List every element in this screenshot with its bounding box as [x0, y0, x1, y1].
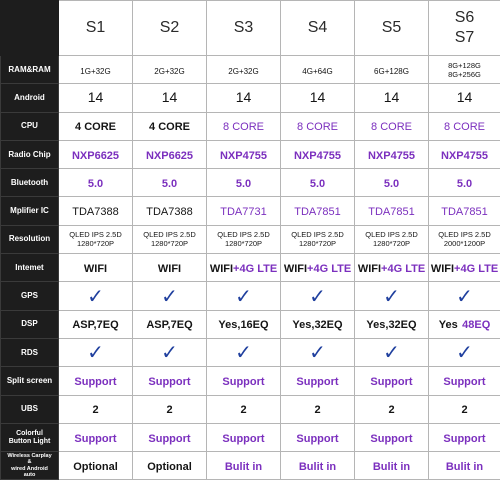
table-cell: 14 — [207, 84, 281, 112]
model-name-s7: S7 — [429, 28, 500, 48]
table-cell: Support — [207, 423, 281, 451]
header-corner — [1, 1, 59, 56]
table-cell: WIFI — [133, 254, 207, 282]
model-header-s4: S4 — [281, 1, 355, 56]
table-cell: 8 CORE — [207, 112, 281, 140]
table-cell: Support — [133, 423, 207, 451]
table-cell: QLED IPS 2.5D 1280*720P — [207, 225, 281, 253]
table-cell — [59, 338, 133, 366]
row-label: DSP — [1, 310, 59, 338]
header-row — [1, 1, 500, 56]
table-cell: 14 — [429, 84, 500, 112]
table-row — [1, 56, 500, 84]
table-cell: QLED IPS 2.5D 2000*1200P — [429, 225, 500, 253]
table-row — [1, 225, 500, 253]
table-cell: 8 CORE — [355, 112, 429, 140]
checkmark-icon: ✓ — [161, 342, 178, 364]
table-cell: 5.0 — [281, 169, 355, 197]
table-cell: Support — [59, 367, 133, 395]
table-cell: Support — [429, 367, 500, 395]
table-cell: WIFI+4G LTE — [355, 254, 429, 282]
model-header-s3: S3 — [207, 1, 281, 56]
row-label: Resolution — [1, 225, 59, 253]
row-label: Mplifier IC — [1, 197, 59, 225]
table-cell: 2 — [133, 395, 207, 423]
table-cell — [429, 338, 500, 366]
table-cell: Optional — [59, 452, 133, 480]
table-cell — [133, 282, 207, 310]
table-cell: 2G+32G — [207, 56, 281, 84]
table-row — [1, 423, 500, 451]
table-row — [1, 140, 500, 168]
table-cell: WIFI+4G LTE — [207, 254, 281, 282]
table-cell: NXP4755 — [355, 140, 429, 168]
table-row — [1, 395, 500, 423]
row-label: Radio Chip — [1, 140, 59, 168]
row-label: UBS — [1, 395, 59, 423]
table-cell: NXP4755 — [207, 140, 281, 168]
table-cell: 6G+128G — [355, 56, 429, 84]
table-cell: Bulit in — [281, 452, 355, 480]
table-cell: Support — [207, 367, 281, 395]
table-cell: 14 — [133, 84, 207, 112]
table-cell: 4 CORE — [59, 112, 133, 140]
table-cell: 5.0 — [429, 169, 500, 197]
table-cell: Bulit in — [429, 452, 500, 480]
table-cell: Support — [355, 423, 429, 451]
table-cell: TDA7851 — [281, 197, 355, 225]
table-cell: 1G+32G — [59, 56, 133, 84]
table-cell: 8G+128G 8G+256G — [429, 56, 500, 84]
table-cell: 5.0 — [133, 169, 207, 197]
model-header-s1: S1 — [59, 1, 133, 56]
checkmark-icon: ✓ — [383, 286, 400, 308]
model-name-s6: S6 — [429, 8, 500, 28]
table-cell: 4 CORE — [133, 112, 207, 140]
checkmark-icon: ✓ — [383, 342, 400, 364]
table-cell: 2G+32G — [133, 56, 207, 84]
table-cell — [133, 338, 207, 366]
table-cell — [281, 338, 355, 366]
table-cell: NXP4755 — [281, 140, 355, 168]
table-cell: ASP,7EQ — [59, 310, 133, 338]
table-cell — [207, 282, 281, 310]
table-cell: 2 — [429, 395, 500, 423]
table-cell: 2 — [59, 395, 133, 423]
table-cell: QLED IPS 2.5D 1280*720P — [133, 225, 207, 253]
table-cell — [355, 338, 429, 366]
table-row — [1, 169, 500, 197]
table-cell: TDA7388 — [59, 197, 133, 225]
table-cell: Yes,32EQ — [281, 310, 355, 338]
table-cell: NXP6625 — [133, 140, 207, 168]
checkmark-icon: ✓ — [235, 286, 252, 308]
row-label: GPS — [1, 282, 59, 310]
table-cell: 2 — [207, 395, 281, 423]
table-cell: 14 — [355, 84, 429, 112]
table-cell: WIFI — [59, 254, 133, 282]
table-cell: QLED IPS 2.5D 1280*720P — [59, 225, 133, 253]
table-cell: 14 — [59, 84, 133, 112]
checkmark-icon: ✓ — [87, 286, 104, 308]
table-cell: TDA7388 — [133, 197, 207, 225]
model-header-s6-s7 — [429, 1, 500, 56]
table-cell — [355, 282, 429, 310]
table-row — [1, 112, 500, 140]
table-cell: Support — [59, 423, 133, 451]
table-cell: Support — [281, 423, 355, 451]
table-cell: 14 — [281, 84, 355, 112]
table-row — [1, 84, 500, 112]
table-cell: Bulit in — [355, 452, 429, 480]
row-label: RDS — [1, 338, 59, 366]
checkmark-icon: ✓ — [87, 342, 104, 364]
table-cell: 2 — [355, 395, 429, 423]
table-cell: 5.0 — [207, 169, 281, 197]
table-row — [1, 338, 500, 366]
row-label: Android — [1, 84, 59, 112]
table-cell: WIFI+4G LTE — [429, 254, 500, 282]
table-cell: Optional — [133, 452, 207, 480]
table-cell: TDA7851 — [355, 197, 429, 225]
table-cell: QLED IPS 2.5D 1280*720P — [281, 225, 355, 253]
table-cell: 5.0 — [59, 169, 133, 197]
table-cell — [429, 282, 500, 310]
row-label: Bluetooth — [1, 169, 59, 197]
table-row — [1, 367, 500, 395]
checkmark-icon: ✓ — [456, 286, 473, 308]
row-label: CPU — [1, 112, 59, 140]
table-cell: TDA7731 — [207, 197, 281, 225]
table-cell: 2 — [281, 395, 355, 423]
table-cell: TDA7851 — [429, 197, 500, 225]
table-row — [1, 197, 500, 225]
table-cell: Support — [281, 367, 355, 395]
table-cell — [207, 338, 281, 366]
table-cell: 5.0 — [355, 169, 429, 197]
table-cell: 4G+64G — [281, 56, 355, 84]
table-cell: Yes,16EQ — [207, 310, 281, 338]
row-label: Intemet — [1, 254, 59, 282]
table-cell: Yes 48EQ — [429, 310, 500, 338]
table-cell: 8 CORE — [429, 112, 500, 140]
table-cell — [281, 282, 355, 310]
table-cell: QLED IPS 2.5D 1280*720P — [355, 225, 429, 253]
table-cell — [59, 282, 133, 310]
table-cell: Support — [429, 423, 500, 451]
table-row — [1, 282, 500, 310]
row-label: Wireless Carplay & wired Android auto — [1, 452, 59, 480]
row-label: RAM&RAM — [1, 56, 59, 84]
table-cell: Support — [133, 367, 207, 395]
table-cell: NXP6625 — [59, 140, 133, 168]
table-row — [1, 254, 500, 282]
table-cell: 8 CORE — [281, 112, 355, 140]
checkmark-icon: ✓ — [235, 342, 252, 364]
table-cell: NXP4755 — [429, 140, 500, 168]
table-cell: Yes,32EQ — [355, 310, 429, 338]
row-label: Split screen — [1, 367, 59, 395]
model-header-s5: S5 — [355, 1, 429, 56]
checkmark-icon: ✓ — [161, 286, 178, 308]
table-cell: ASP,7EQ — [133, 310, 207, 338]
checkmark-icon: ✓ — [309, 342, 326, 364]
checkmark-icon: ✓ — [456, 342, 473, 364]
table-cell: Bulit in — [207, 452, 281, 480]
table-cell: WIFI+4G LTE — [281, 254, 355, 282]
row-label: Colorful Button Light — [1, 423, 59, 451]
model-header-s2: S2 — [133, 1, 207, 56]
checkmark-icon: ✓ — [309, 286, 326, 308]
table-row — [1, 310, 500, 338]
table-cell: Support — [355, 367, 429, 395]
